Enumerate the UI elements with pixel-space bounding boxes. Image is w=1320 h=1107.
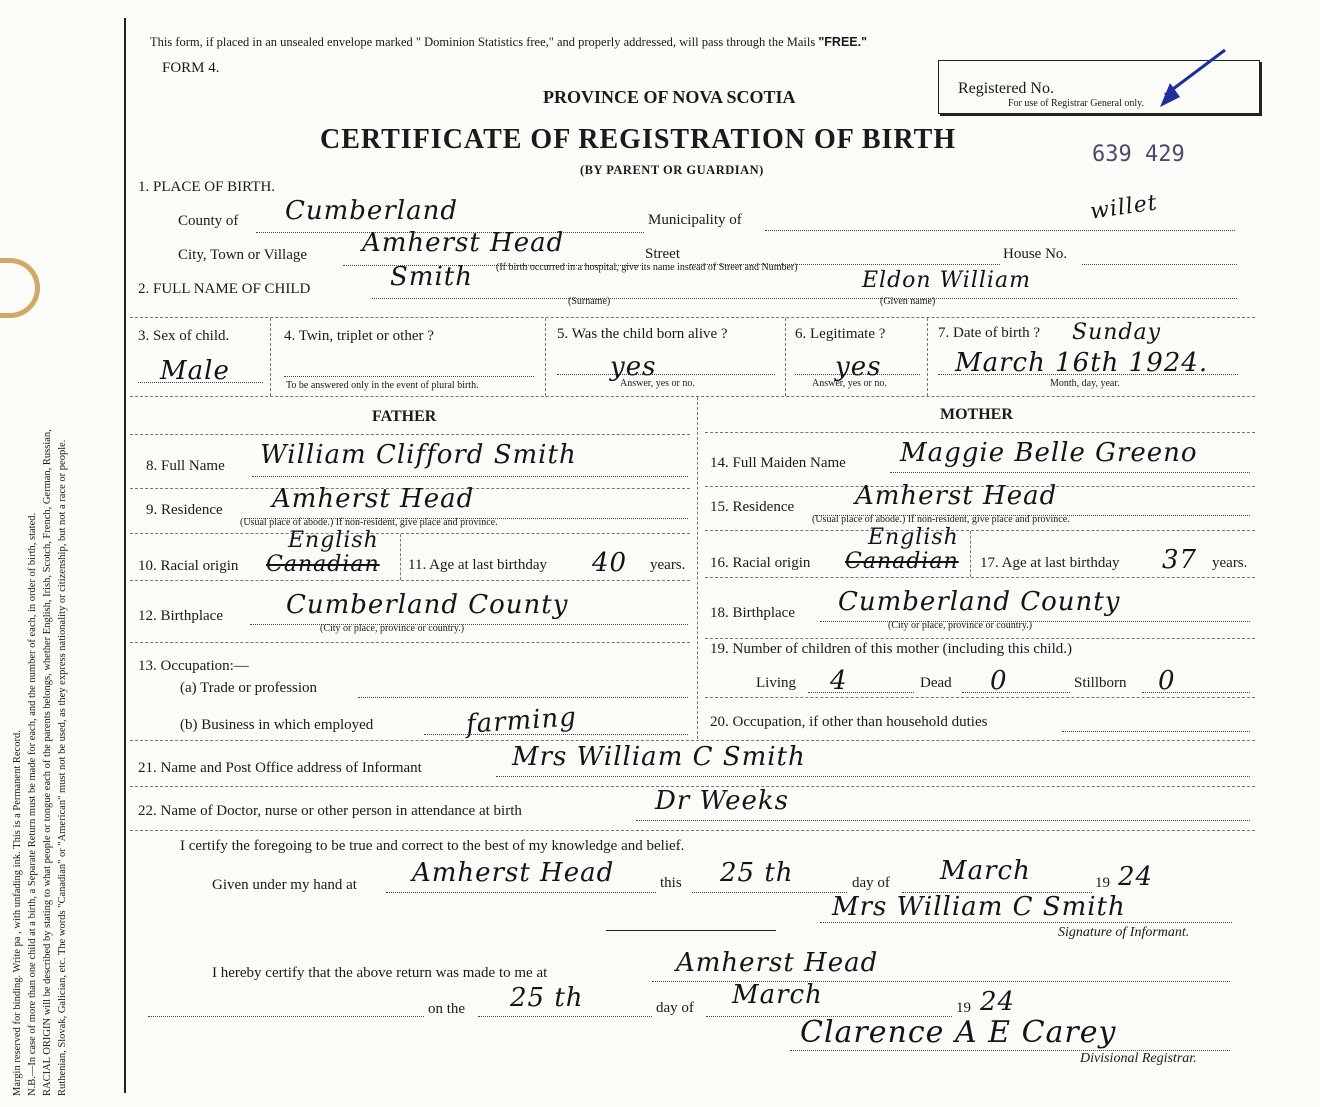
margin-instructions (10, 0, 132, 1096)
living-value: 4 (830, 666, 848, 696)
surname-caption: (Surname) (568, 296, 611, 307)
father-racial-label: 10. Racial origin (138, 558, 239, 574)
mother-name-label: 14. Full Maiden Name (710, 455, 846, 471)
legitimate-label: 6. Legitimate ? (795, 326, 886, 342)
separator (130, 830, 1255, 831)
twin-label: 4. Twin, triplet or other ? (284, 328, 434, 344)
legitimate-value: yes (835, 352, 882, 382)
registrar-place-value: Amherst Head (676, 948, 879, 978)
date-of-birth-value: March 16th 1924. (955, 348, 1209, 378)
father-residence-value: Amherst Head (272, 484, 475, 514)
child-surname-value: Smith (390, 262, 473, 292)
mail-notice (150, 35, 867, 50)
this-label: this (660, 875, 682, 891)
twin-note: To be answered only in the event of plural birth. (286, 380, 479, 391)
given-place-line (386, 892, 656, 893)
father-birthplace-value: Cumberland County (286, 590, 569, 620)
hospital-note: (If birth occurred in a hospital, give its name instead of Street and Number) (496, 262, 798, 273)
house-number-label: House No. (1003, 246, 1068, 262)
separator (130, 533, 690, 534)
separator (545, 318, 546, 396)
county-value: Cumberland (285, 196, 458, 226)
mother-age-years: years. (1212, 555, 1248, 571)
registrar-signature: Clarence A E Carey (800, 1015, 1117, 1050)
informant-label: 21. Name and Post Office address of Informant (138, 760, 422, 776)
doctor-value: Dr Weeks (655, 786, 790, 816)
given-day-line (692, 892, 847, 893)
father-birthplace-caption: (City or place, province or country.) (320, 623, 465, 634)
father-occupation-label: 13. Occupation:— (138, 658, 249, 674)
separator (130, 580, 690, 581)
sex-value: Male (160, 356, 230, 386)
house-number-line (1082, 264, 1237, 265)
mother-residence-caption: (Usual place of abode.) If non-resident, give place and province. (812, 514, 1070, 525)
informant-signature-line (820, 922, 1232, 923)
father-heading: FATHER (372, 408, 437, 425)
mother-birthplace-label: 18. Birthplace (710, 605, 795, 621)
mother-occupation-line (1062, 731, 1250, 732)
margin-line-binding: Margin reserved for binding. Write pa , with unfading ink. This is a Permanent Record. (12, 730, 23, 1096)
city-label: City, Town or Village (178, 247, 308, 263)
separator (270, 318, 271, 396)
separator (705, 577, 1255, 578)
dead-label: Dead (920, 675, 952, 691)
date-of-birth-label: 7. Date of birth ? (938, 325, 1041, 341)
separator (927, 318, 928, 396)
mother-age-label: 17. Age at last birthday (980, 555, 1120, 571)
municipality-line (765, 230, 1235, 231)
arrow-check-mark (1140, 45, 1230, 115)
trade-label: (a) Trade or profession (180, 680, 318, 696)
mother-age-value: 37 (1162, 545, 1198, 575)
separator (130, 642, 690, 643)
sex-label: 3. Sex of child. (138, 328, 230, 344)
mother-racial-struck: Canadian (845, 549, 959, 574)
informant-signature: Mrs William C Smith (832, 892, 1126, 922)
born-alive-value: yes (610, 352, 657, 382)
registrar-statement: I hereby certify that the above return was made to me at (212, 965, 548, 981)
registrar-month-value: March (732, 980, 823, 1010)
registrar-day-of-label: day of (656, 1000, 694, 1016)
certificate-number-stamp: 639 429 (1092, 142, 1185, 167)
form-number: FORM 4. (162, 60, 220, 76)
separator (785, 318, 786, 396)
twin-line (284, 376, 534, 377)
doctor-label: 22. Name of Doctor, nurse or other person in attendance at birth (138, 803, 522, 819)
informant-signature-caption: Signature of Informant. (1058, 925, 1190, 940)
father-residence-label: 9. Residence (146, 502, 223, 518)
free-label: "FREE." (818, 35, 868, 49)
mother-racial-label: 16. Racial origin (710, 555, 811, 571)
separator (970, 531, 971, 577)
separator (705, 697, 1255, 698)
date-of-birth-caption: Month, day, year. (1050, 378, 1120, 389)
children-count-label: 19. Number of children of this mother (including this child.) (710, 641, 1073, 657)
county-label: County of (178, 213, 239, 229)
trade-line (358, 697, 688, 698)
father-age-value: 40 (592, 548, 628, 578)
business-label: (b) Business in which employed (180, 717, 374, 733)
column-divider (697, 397, 698, 739)
stillborn-label: Stillborn (1074, 675, 1127, 691)
municipality-value: willet (1088, 190, 1160, 225)
separator (705, 432, 1255, 433)
registrar-year-value: 24 (980, 987, 1016, 1017)
mail-notice-text: This form, if placed in an unsealed envelope marked " Dominion Statistics free," and properly addressed, will pass through the Mails (150, 35, 819, 49)
mother-birthplace-value: Cumberland County (838, 587, 1121, 617)
place-of-birth-heading: 1. PLACE OF BIRTH. (138, 179, 276, 195)
separator (400, 534, 401, 580)
legitimate-caption: Answer, yes or no. (812, 378, 887, 389)
given-year-prefix: 19 (1095, 875, 1110, 891)
separator (130, 396, 1255, 397)
birth-weekday-value: Sunday (1072, 320, 1162, 345)
doctor-line (636, 820, 1250, 821)
child-name-label: 2. FULL NAME OF CHILD (138, 281, 311, 297)
dead-line (962, 692, 1070, 693)
margin-line-racial-cont: Ruthenian, Slovak, Galician, etc. The words "Canadian" or "American" must not be used, as they express nationality or citizenship, but not a race or people. (57, 439, 68, 1096)
on-the-label: on the (428, 1001, 466, 1017)
separator (130, 317, 1255, 318)
father-birthplace-label: 12. Birthplace (138, 608, 223, 624)
given-day-value: 25 th (720, 858, 794, 888)
mother-racial-value: English (868, 525, 959, 550)
given-year-value: 24 (1118, 862, 1154, 892)
separator (130, 434, 690, 435)
given-name-caption: (Given name) (880, 296, 936, 307)
separator (705, 530, 1255, 531)
informant-value: Mrs William C Smith (512, 742, 806, 772)
living-line (808, 692, 914, 693)
mother-name-value: Maggie Belle Greeno (900, 438, 1198, 468)
father-age-years: years. (650, 557, 686, 573)
born-alive-caption: Answer, yes or no. (620, 378, 695, 389)
born-alive-line (557, 374, 775, 375)
document-subtitle: (BY PARENT OR GUARDIAN) (580, 163, 764, 177)
margin-line-nb: N.B.—In case of more than one child at a birth, a Separate Return must be made for each, and the number of each, in order of birth, stated. (27, 512, 38, 1096)
business-line (424, 734, 688, 735)
living-label: Living (756, 675, 796, 691)
born-alive-label: 5. Was the child born alive ? (557, 326, 728, 342)
registered-label: Registered No. (958, 80, 1054, 97)
street-label: Street (645, 246, 680, 262)
child-given-name-value: Eldon William (862, 268, 1031, 293)
separator (705, 638, 1255, 639)
municipality-label: Municipality of (648, 212, 742, 228)
registrar-day-value: 25 th (510, 983, 584, 1013)
given-month-value: March (940, 856, 1031, 886)
separator (130, 740, 1255, 741)
document-title: CERTIFICATE OF REGISTRATION OF BIRTH (320, 124, 957, 155)
father-name-label: 8. Full Name (146, 458, 225, 474)
registrar-caption: Divisional Registrar. (1080, 1051, 1197, 1066)
province-heading: PROVINCE OF NOVA SCOTIA (543, 87, 796, 107)
mother-name-line (890, 472, 1250, 473)
dead-value: 0 (990, 666, 1008, 696)
registrar-use-note: For use of Registrar General only. (1008, 98, 1144, 109)
informant-line (496, 776, 1250, 777)
business-value: farming (465, 702, 578, 740)
mother-residence-label: 15. Residence (710, 499, 795, 515)
father-racial-value: English (288, 528, 379, 553)
certify-statement: I certify the foregoing to be true and correct to the best of my knowledge and belief. (180, 838, 685, 854)
father-name-value: William Clifford Smith (260, 440, 577, 470)
given-place-value: Amherst Head (412, 858, 615, 888)
father-racial-struck: Canadian (266, 552, 380, 577)
margin-line-racial: RACIAL ORIGIN will be described by stating to what people or tongue each of the parents belongs, whether English, Irish, Scotch, French, German, Russian, (42, 429, 53, 1096)
mother-birthplace-line (820, 621, 1250, 622)
child-name-line (372, 298, 1237, 299)
signature-rule (606, 930, 776, 931)
binding-rule (124, 18, 126, 1093)
father-residence-caption: (Usual place of abode.) If non-resident, give place and province. (240, 517, 498, 528)
mother-birthplace-caption: (City or place, province or country.) (888, 620, 1033, 631)
mother-residence-value: Amherst Head (855, 481, 1058, 511)
mother-heading: MOTHER (940, 406, 1013, 423)
registrar-lead-line (148, 1016, 424, 1017)
registrar-day-line (478, 1016, 652, 1017)
city-value: Amherst Head (362, 228, 565, 258)
father-name-line (252, 476, 688, 477)
mother-occupation-label: 20. Occupation, if other than household duties (710, 714, 988, 730)
registrar-year-prefix: 19 (956, 1000, 971, 1016)
father-birthplace-line (250, 624, 688, 625)
given-day-of-label: day of (852, 875, 890, 891)
given-under-hand-label: Given under my hand at (212, 877, 357, 893)
father-age-label: 11. Age at last birthday (408, 557, 547, 573)
stillborn-value: 0 (1158, 666, 1176, 696)
